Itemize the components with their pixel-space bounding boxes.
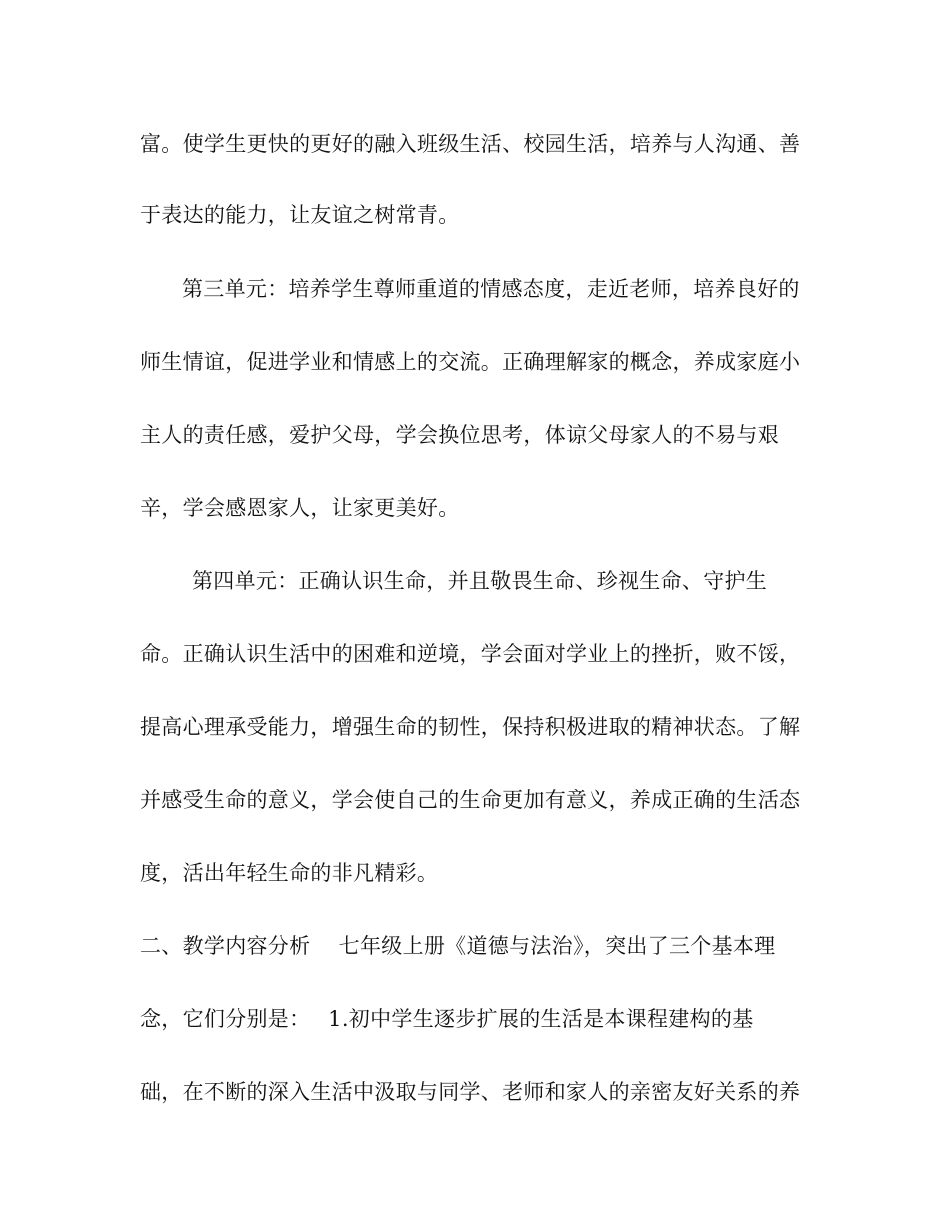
text-line: 于表达的能力，让友谊之树常青。 [140,203,460,227]
text-line: 础，在不断的深入生活中汲取与同学、老师和家人的亲密友好关系的养 [140,1080,801,1104]
text-line: 念，它们分别是： 1.初中学生逐步扩展的生活是本课程建构的基 [140,1007,754,1031]
text-line: 第三单元：培养学生尊师重道的情感态度，走近老师，培养良好的 [182,277,800,301]
section-heading-line: 二、教学内容分析 七年级上册《道德与法治》，突出了三个基本理 [140,934,776,958]
text-line: 度，活出年轻生命的非凡精彩。 [140,861,439,885]
text-line: 提高心理承受能力，增强生命的韧性，保持积极进取的精神状态。了解 [140,715,801,739]
text-line: 命。正确认识生活中的困难和逆境，学会面对学业上的挫折，败不馁， [140,642,801,666]
text-line: 辛，学会感恩家人，让家更美好。 [140,496,460,520]
text-line: 主人的责任感，爱护父母，学会换位思考，体谅父母家人的不易与艰 [140,423,779,447]
text-line: 第四单元：正确认识生命，并且敬畏生命、珍视生命、守护生 [192,569,768,593]
text-line: 富。使学生更快的更好的融入班级生活、校园生活，培养与人沟通、善 [140,132,801,156]
text-line: 师生情谊，促进学业和情感上的交流。正确理解家的概念，养成家庭小 [140,350,801,374]
text-line: 并感受生命的意义，学会使自己的生命更加有意义，养成正确的生活态 [140,788,801,812]
